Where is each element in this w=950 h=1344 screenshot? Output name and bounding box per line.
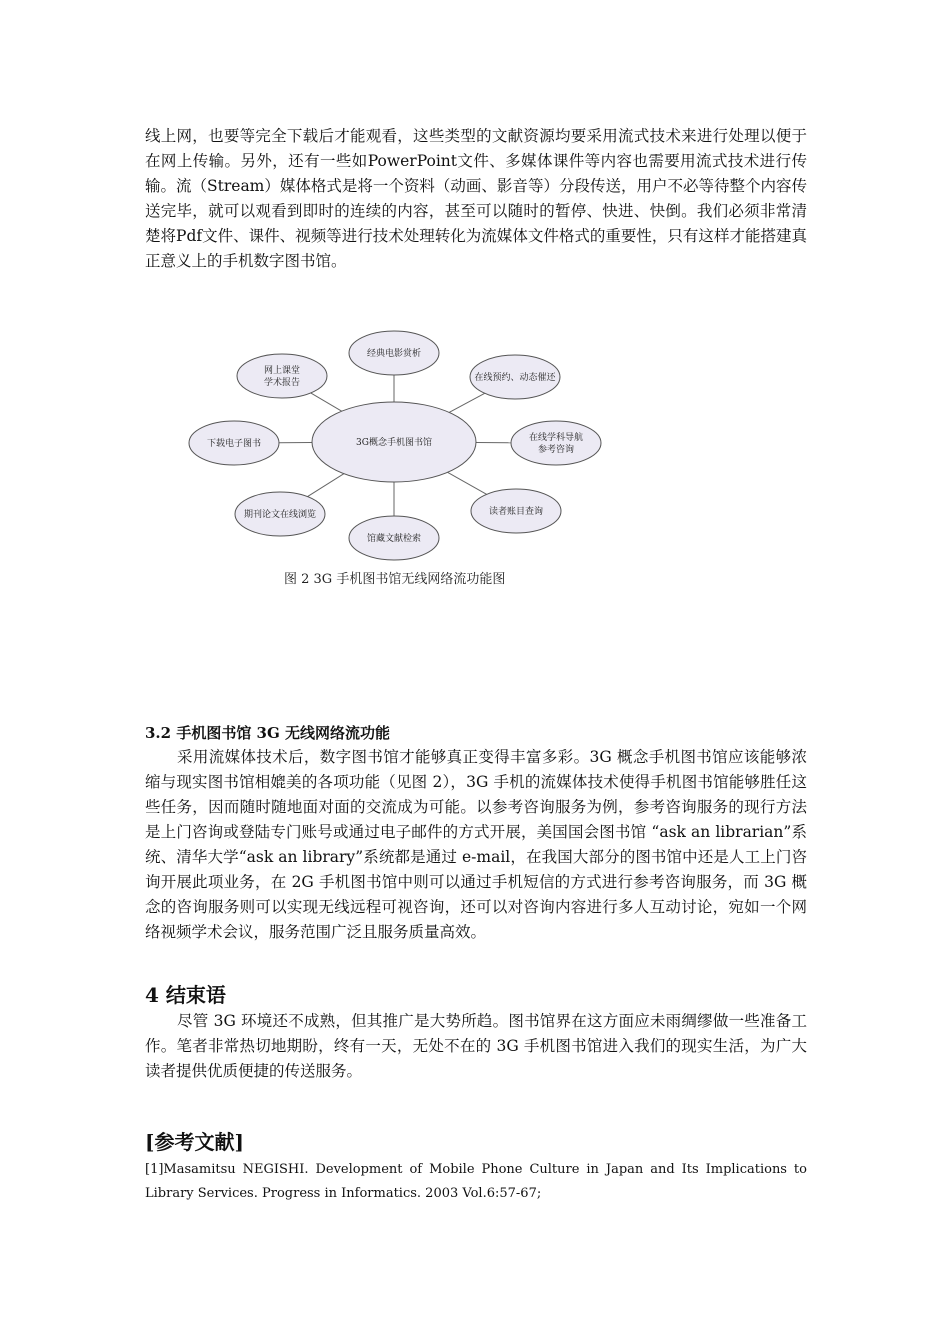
node-retrieval bbox=[349, 516, 439, 560]
node-account bbox=[471, 489, 561, 533]
node-label: 经典电影赏析 bbox=[366, 349, 422, 359]
node-label: 在线学科导航 bbox=[528, 433, 584, 443]
node-label: 学术报告 bbox=[263, 378, 301, 388]
node-course bbox=[237, 354, 327, 398]
node-label: 参考咨询 bbox=[537, 445, 575, 455]
connector-course bbox=[311, 393, 342, 411]
node-label: 读者账目查询 bbox=[488, 507, 544, 517]
node-label: 馆藏文献检索 bbox=[366, 534, 422, 544]
section-heading-3-2: 3.2 手机图书馆 3G 无线网络流功能 bbox=[145, 724, 391, 742]
connector-reserve bbox=[449, 393, 485, 412]
node-label: 在线预约、动态催还 bbox=[474, 373, 556, 383]
references-heading: [参考文献] bbox=[145, 1130, 244, 1154]
section-4-paragraph: 尽管 3G 环境还不成熟，但其推广是大势所趋。图书馆界在这方面应未雨绸缪做一些准备工作。笔者非常热切地期盼，终有一天，无处不在的 3G 手机图书馆进入我们的现实生活，为广大读者提供优质便捷的传送服务。 bbox=[145, 1012, 807, 1080]
figure-caption: 图 2 3G 手机图书馆无线网络流功能图 bbox=[284, 572, 506, 587]
section-heading-4: 4 结束语 bbox=[145, 983, 226, 1007]
node-label: 下载电子图书 bbox=[206, 439, 262, 449]
reference-item: [1]Masamitsu NEGISHI. Development of Mobile Phone Culture in Japan and Its Implications to Library Services. Progress in Informatics. 2003 Vol.6:57-67; bbox=[145, 1162, 807, 1201]
center-node-label: 3G概念手机图书馆 bbox=[356, 438, 432, 448]
node-journal bbox=[235, 492, 325, 536]
node-subject bbox=[511, 421, 601, 465]
connector-journal bbox=[308, 474, 344, 497]
section-3-2-paragraph: 采用流媒体技术后，数字图书馆才能够真正变得丰富多彩。3G 概念手机图书馆应该能够浓缩与现实图书馆相媲美的各项功能（见图 2），3G 手机的流媒体技术使得手机图书馆能够胜任这些任务，因而随时随地面对面的交流成为可能。以参考咨询服务为例，参考咨询服务的现行方法是上门咨询或登陆专门账号或通过电子邮件的方式开展，美国国会图书馆 “ask an librarian”系统、清华大学“ask an library”系统都是通过 e-mail，在我国大部分的图书馆中还是人工上门咨询开展此项业务，在 2G 手机图书馆中则可以通过手机短信的方式进行参考咨询服务，而 3G 概念的咨询服务则可以实现无线远程可视咨询，还可以对咨询内容进行多人互动讨论，宛如一个网络视频学术会议，服务范围广泛且服务质量高效。 bbox=[145, 748, 807, 941]
node-ellipse bbox=[237, 354, 327, 398]
diagram-center bbox=[312, 402, 476, 482]
node-label: 网上课堂 bbox=[263, 366, 301, 376]
node-reserve bbox=[470, 355, 560, 399]
connector-account bbox=[448, 472, 487, 494]
node-ellipse bbox=[511, 421, 601, 465]
node-label: 期刊论文在线浏览 bbox=[243, 510, 317, 520]
node-movie bbox=[349, 331, 439, 375]
body-paragraph: 线上网，也要等完全下载后才能观看，这些类型的文献资源均要采用流式技术来进行处理以便于在网上传输。另外，还有一些如PowerPoint文件、多媒体课件等内容也需要用流式技术进行传输。流（Stream）媒体格式是将一个资料（动画、影音等）分段传送，用户不必等待整个内容传送完毕，就可以观看到即时的连续的内容，甚至可以随时的暂停、快进、快倒。我们必须非常清楚将Pdf文件、课件、视频等进行技术处理转化为流媒体文件格式的重要性，只有这样才能搭建真正意义上的手机数字图书馆。 bbox=[145, 127, 807, 270]
node-ebook bbox=[189, 421, 279, 465]
function-diagram bbox=[0, 0, 950, 600]
